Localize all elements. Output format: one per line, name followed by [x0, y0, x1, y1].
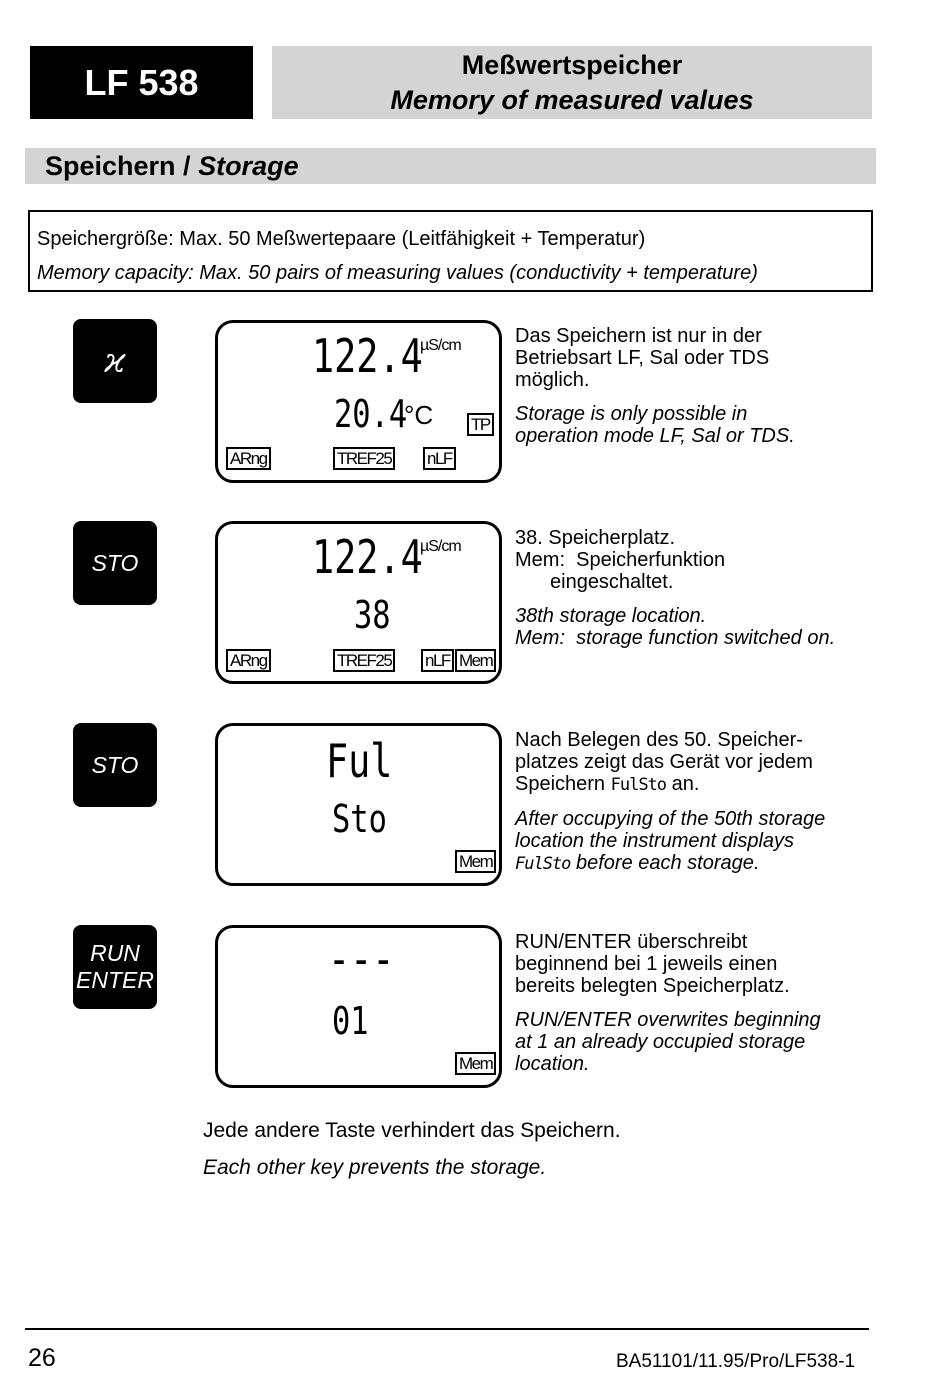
lcd-nlf-indicator: nLF — [421, 649, 454, 672]
inline-display-text: FulSto — [610, 775, 667, 795]
text-line — [515, 773, 885, 796]
text-line: Mem: Speicherfunktion — [515, 549, 726, 571]
lcd-dashes: --- — [328, 932, 395, 986]
lcd-degree-unit: °C — [404, 400, 434, 430]
text-line: 38th storage location. — [515, 605, 707, 627]
text-line: beginnend bei 1 jeweils einen — [515, 953, 778, 975]
lcd-sto-message: Sto — [332, 797, 387, 841]
text-fragment: an. — [666, 773, 700, 795]
step-4-description — [515, 931, 885, 1075]
lcd-tref-indicator: TREF25 — [333, 447, 395, 470]
key-label-line: ENTER — [76, 967, 154, 993]
text-line: Betriebsart LF, Sal oder TDS — [515, 347, 770, 369]
step-2-description — [515, 527, 885, 649]
text-line: Das Speichern ist nur in der — [515, 325, 762, 347]
inline-display-text: FulSto — [515, 854, 571, 874]
footer-divider — [25, 1328, 869, 1330]
text-line: at 1 an already occupied storage — [515, 1031, 806, 1053]
lcd-mem-indicator: Mem — [455, 1052, 496, 1075]
text-line: Nach Belegen des 50. Speicher- — [515, 729, 803, 751]
text-line: 38. Speicherplatz. — [515, 527, 676, 549]
sto-key[interactable]: STO — [73, 521, 157, 605]
step-3-text-en — [515, 808, 885, 875]
lcd-display-2 — [215, 521, 502, 684]
page-number: 26 — [28, 1344, 56, 1372]
capacity-info-box — [28, 210, 873, 292]
step-1-text-de — [515, 325, 885, 391]
text-line: location. — [515, 1053, 590, 1075]
lcd-display-4 — [215, 925, 502, 1088]
section-heading — [25, 148, 876, 184]
text-line: Storage is only possible in — [515, 403, 748, 425]
lcd-temperature: 20.4 — [334, 392, 408, 436]
lcd-arng-indicator: ARng — [226, 447, 271, 470]
run-enter-key[interactable] — [73, 925, 157, 1009]
page-title-de: Meßwertspeicher — [461, 49, 683, 80]
lcd-mem-indicator: Mem — [455, 649, 496, 672]
lcd-tref-indicator: TREF25 — [333, 649, 395, 672]
text-line: operation mode LF, Sal or TDS. — [515, 425, 795, 447]
step-1-description — [515, 325, 885, 447]
capacity-text-de: Speichergröße: Max. 50 Meßwertepaare (Leitfähigkeit + Temperatur) — [37, 228, 646, 250]
step-4-text-de — [515, 931, 885, 997]
text-fragment: Speichern — [515, 773, 611, 795]
lcd-memory-location: 01 — [332, 999, 369, 1043]
text-line: bereits belegten Speicherplatz. — [515, 975, 790, 997]
section-title-en: Storage — [198, 150, 299, 181]
step-1-text-en — [515, 403, 885, 447]
step-4-text-en — [515, 1009, 885, 1075]
text-line: RUN/ENTER überschreibt — [515, 931, 748, 953]
key-label-line: RUN — [90, 940, 140, 966]
lcd-main-value: 122.4 — [312, 530, 423, 584]
lcd-nlf-indicator: nLF — [423, 447, 456, 470]
note-en: Each other key prevents the storage. — [203, 1156, 547, 1179]
step-2-text-en — [515, 605, 885, 649]
conductivity-key[interactable]: ϰ — [73, 319, 157, 403]
note-de: Jede andere Taste verhindert das Speichern. — [203, 1119, 621, 1142]
text-line: location the instrument displays — [515, 830, 795, 852]
text-line: platzes zeigt das Gerät vor jedem — [515, 751, 813, 773]
document-code: BA51101/11.95/Pro/LF538-1 — [616, 1351, 856, 1372]
section-title-de: Speichern — [45, 150, 176, 181]
text-line: After occupying of the 50th storage — [515, 808, 826, 830]
lcd-unit: µS/cm — [420, 538, 461, 555]
lcd-unit: µS/cm — [420, 337, 461, 354]
page-title-en: Memory of measured values — [390, 84, 754, 115]
lcd-tp-indicator: TP — [467, 413, 494, 436]
step-2-text-de — [515, 527, 885, 593]
text-fragment: before each storage. — [570, 852, 760, 874]
sto-key[interactable]: STO — [73, 723, 157, 807]
text-line: eingeschaltet. — [550, 571, 674, 593]
lcd-full-message: Ful — [326, 734, 393, 788]
text-line: Mem: storage function switched on. — [515, 627, 836, 649]
lcd-memory-location: 38 — [354, 593, 391, 637]
lcd-arng-indicator: ARng — [226, 649, 271, 672]
step-3-description — [515, 729, 885, 875]
section-separator: / — [175, 150, 199, 181]
text-line — [515, 852, 885, 875]
lcd-display-1 — [215, 320, 502, 483]
lcd-main-value: 122.4 — [312, 329, 423, 383]
model-label: LF 538 — [30, 46, 253, 119]
page-title — [272, 46, 872, 119]
lcd-mem-indicator: Mem — [455, 850, 496, 873]
capacity-text-en: Memory capacity: Max. 50 pairs of measuring values (conductivity + temperature) — [37, 262, 758, 284]
lcd-display-3 — [215, 723, 502, 886]
step-3-text-de — [515, 729, 885, 796]
text-line: möglich. — [515, 369, 590, 391]
text-line: RUN/ENTER overwrites beginning — [515, 1009, 821, 1031]
